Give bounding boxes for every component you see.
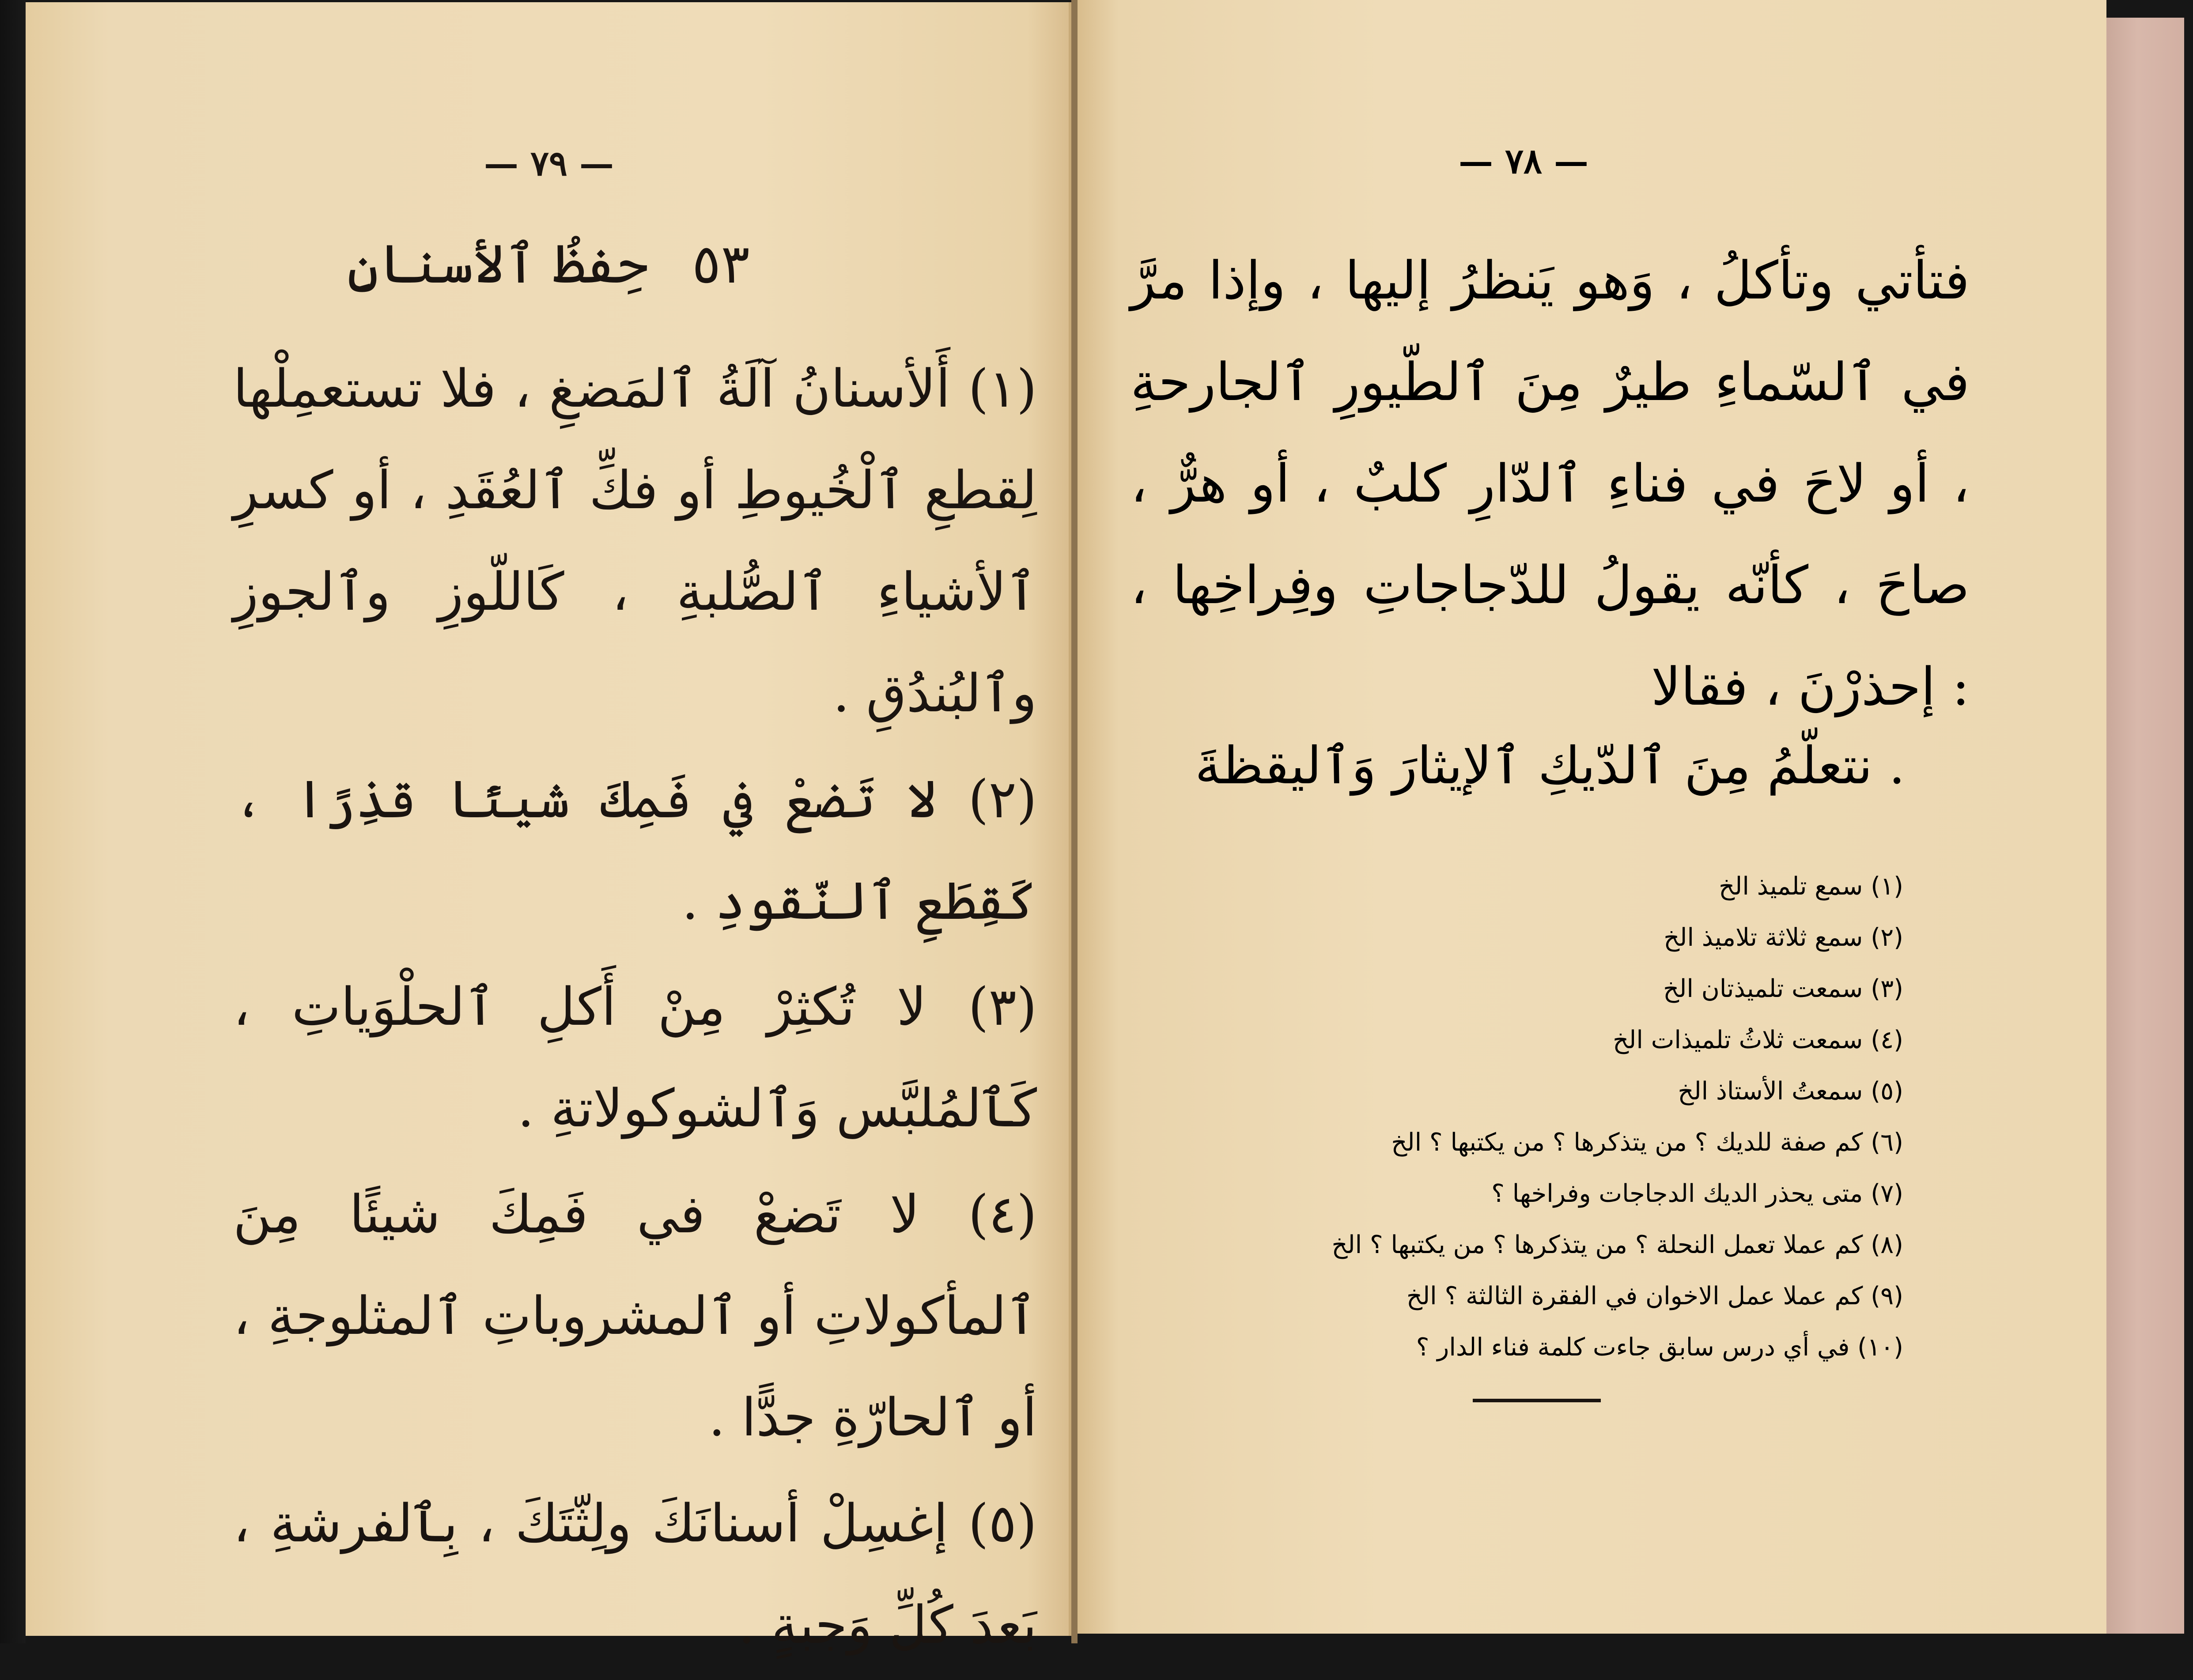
question-item: (٢) سمع ثلاثة تلاميذ الخ [1664,923,1903,952]
lesson-items [233,338,1037,1680]
question-item: (٤) سمعت ثلاثُ تلميذات الخ [1613,1026,1903,1054]
page-block-edge [2106,18,2184,1634]
question-item: (١٠) في أي درس سابق جاءت كلمة فناء الدار ؟ [1416,1333,1903,1362]
lesson-title: حِفظُ ٱلأسنانِ [347,233,649,295]
question-item: (٦) كم صفة للديك ؟ من يتذكرها ؟ من يكتبها ؟ الخ [1391,1128,1903,1157]
question-item: (٥) سمعتُ الأستاذ الخ [1678,1077,1903,1106]
lesson-heading [26,232,1071,296]
lesson-item-3: (٣) لا تُكثِرْ مِنْ أَكلِ ٱلحلْوَياتِ ، كَٱلمُلبَّس وَٱلشوكولاتةِ . [233,976,1037,1139]
left-page-number: — ٧٩ — [484,143,614,184]
book-spine [1071,0,1078,1643]
left-page [26,2,1071,1655]
right-page-number: — ٧٨ — [1458,141,1589,181]
background-edge [0,0,26,1643]
question-item: (٧) متى يحذر الديك الدجاجات وفراخها ؟ [1491,1179,1903,1208]
lesson-motto: نتعلّمُ مِنَ ٱلدّيكِ ٱلإيثارَ وَٱليقظةَ . [1195,736,1905,796]
lesson-item-4: (٤) لا تَضعْ في فَمِكَ شيئًا مِنَ ٱلمأكولاتِ أو ٱلمشروباتِ ٱلمثلوجةِ ، أو ٱلحارّةِ جدًّا . [233,1184,1037,1448]
lesson-number: ٥٣ [692,233,750,295]
question-item: (٣) سمعت تلميذتان الخ [1663,974,1903,1003]
lesson-item-1: (١) أَلأسنانُ آلَةُ ٱلمَضغِ ، فلا تستعمِلْها لِقطعِ ٱلْخُيوطِ أو فكِّ ٱلعُقَدِ ، أو كسرِ ٱلأشياءِ ٱلصُّلبةِ ، كَاللّوزِ وٱلجوزِ وٱلبُندُقِ . [233,358,1037,724]
lesson-item-5: (٥) إغسِلْ أسنانَكَ ولِثّتَكَ ، بِٱلفرشةِ ، بَعدَ كُلِّ وَجبةٍ . [233,1493,1037,1655]
story-paragraph: فتأتي وتأكلُ ، وَهو يَنظرُ إليها ، وإذا مرَّ في ٱلسّماءِ طيرٌ مِنَ ٱلطّيورِ ٱلجارحةِ ، أو لاحَ في فناءِ ٱلدّارِ كلبٌ ، أو هرٌّ ، صاحَ ، كأنّه يقولُ للدّجاجاتِ وفِراخِها ، إحذرْنَ ، فقالا : [1131,250,1970,717]
question-item: (٨) كم عملا تعمل النحلة ؟ من يتذكرها ؟ من يكتبها ؟ الخ [1331,1231,1903,1259]
lesson-item-2: (٢) لا تَضعْ في فَمِكَ شيئًا قذِرًا ، كَقِطَعِ ٱلنّقودِ . [233,769,1037,931]
closing-rule [1473,1399,1601,1402]
exercise-questions [1192,861,1903,1373]
question-item: (١) سمع تلميذ الخ [1719,872,1903,901]
question-item: (٩) كم عملا عمل الاخوان في الفقرة الثالثة ؟ الخ [1406,1282,1903,1310]
